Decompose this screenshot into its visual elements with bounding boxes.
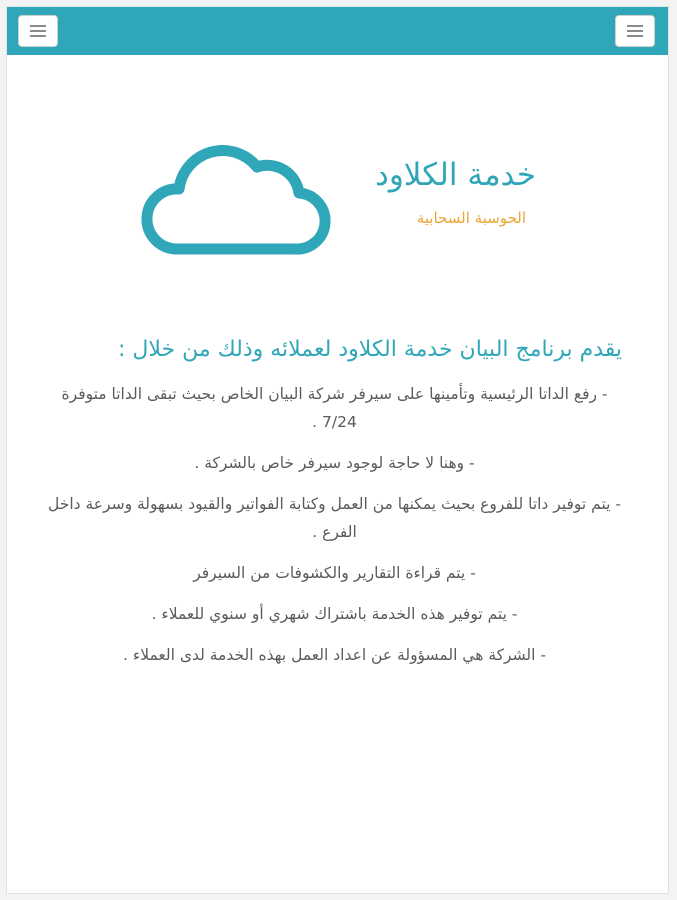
cloud-icon [135,137,331,257]
feature-item: - الشركة هي المسؤولة عن اعداد العمل بهذه الخدمة لدى العملاء . [123,646,546,664]
intro-heading: يقدم برنامج البيان خدمة الكلاود لعملائه وذلك من خلال : [117,337,622,362]
hero-title: خدمة الكلاود [375,157,536,193]
top-bar [7,7,668,55]
hero-section [7,137,668,267]
feature-item: - يتم توفير هذه الخدمة باشتراك شهري أو سنوي للعملاء . [151,605,518,623]
hamburger-menu-icon [627,25,643,37]
feature-item: - يتم توفير داتا للفروع بحيث يمكنها من العمل وكتابة الفواتير والقيود بسهولة وسرعة داخل الفرع . [48,495,621,541]
menu-button-left[interactable] [18,15,58,47]
feature-item: - يتم قراءة التقارير والكشوفات من السيرفر [193,564,476,582]
hero-subtitle: الحوسبة السحابية [416,209,526,227]
menu-button-right[interactable] [615,15,655,47]
feature-list [47,380,622,669]
hamburger-menu-icon [30,25,46,37]
main-content [47,333,622,682]
feature-item: - رفع الداتا الرئيسية وتأمينها على سيرفر شركة البيان الخاص بحيث تبقى الداتا متوفرة 7/24 . [61,385,608,431]
page-frame [6,6,669,894]
feature-item: - وهنا لا حاجة لوجود سيرفر خاص بالشركة . [194,454,475,472]
